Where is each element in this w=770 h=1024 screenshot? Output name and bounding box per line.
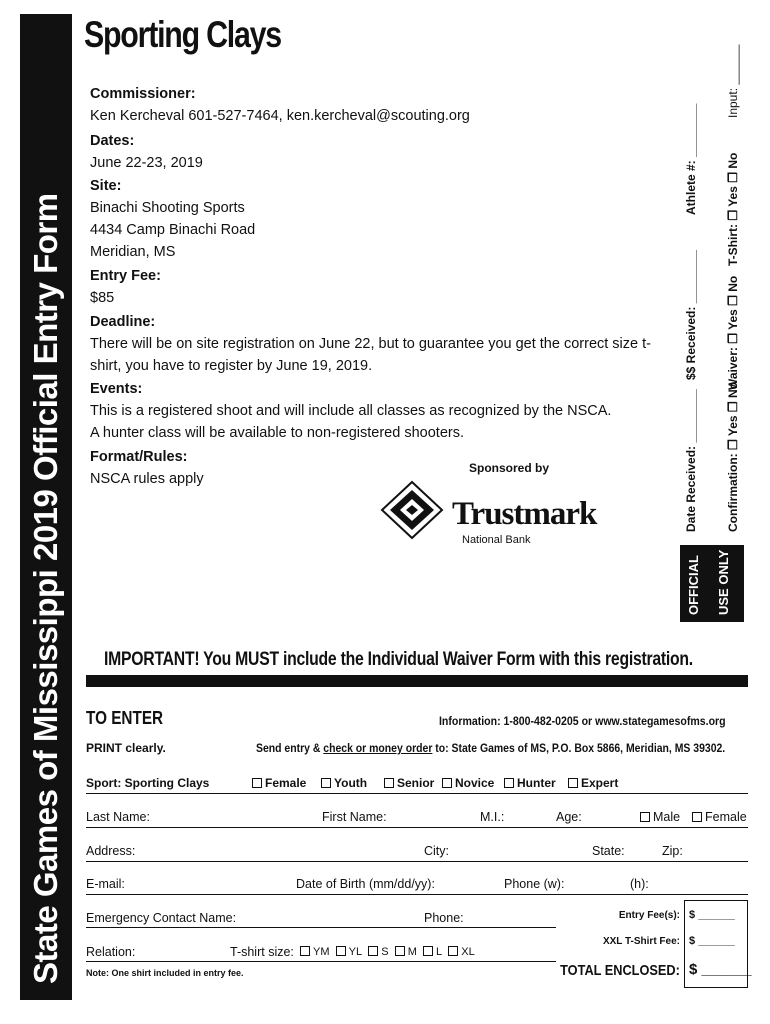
site-label: Site:	[90, 178, 122, 194]
checkbox-icon[interactable]	[368, 946, 378, 956]
dollar-sign: $	[689, 909, 696, 921]
size-s-label: S	[381, 946, 389, 958]
size-yl-label: YL	[348, 946, 363, 958]
to-enter-heading: TO ENTER	[86, 708, 164, 728]
official-line1: OFFICIAL	[686, 555, 701, 615]
print-clearly: PRINT clearly.	[86, 741, 166, 755]
size-yl[interactable]	[336, 946, 362, 958]
mi-label: M.I.:	[480, 810, 505, 824]
divider	[86, 793, 748, 794]
size-ym-label: YM	[313, 946, 330, 958]
sponsor-name: Trustmark	[452, 496, 597, 532]
state-label: State:	[592, 844, 625, 858]
relation-input[interactable]	[86, 961, 556, 962]
size-ym[interactable]	[300, 946, 330, 958]
checkbox-icon[interactable]	[568, 778, 578, 788]
division-senior-label: Senior	[397, 776, 435, 790]
dates-value: June 22-23, 2019	[90, 155, 203, 171]
size-s[interactable]	[368, 946, 388, 958]
fee-box	[512, 900, 752, 988]
xxl-fee-blank: ______	[698, 935, 735, 947]
money-received-field: $$ Received: ________	[684, 249, 698, 380]
division-hunter[interactable]	[504, 776, 556, 790]
send-entry-line	[256, 741, 725, 755]
total-blank: ______	[701, 961, 752, 978]
checkbox-icon[interactable]	[442, 778, 452, 788]
trustmark-logo-icon	[380, 480, 444, 540]
division-novice-label: Novice	[455, 776, 495, 790]
division-female-label: Female	[265, 776, 307, 790]
fee-amount-column	[684, 900, 752, 988]
fee-label: Entry Fee:	[90, 268, 161, 284]
total-enclosed-label: TOTAL ENCLOSED:	[560, 962, 680, 979]
format-label: Format/Rules:	[90, 449, 188, 465]
events-label: Events:	[90, 381, 143, 397]
input-field: Input: ______	[726, 44, 740, 118]
entry-fee-blank: ______	[698, 909, 735, 921]
city-label: City:	[424, 844, 449, 858]
age-label: Age:	[556, 810, 582, 824]
checkbox-icon[interactable]	[692, 812, 702, 822]
waiver-field: Waiver: ❐ Yes ❐ No	[726, 275, 740, 390]
division-expert-label: Expert	[581, 776, 619, 790]
size-xl[interactable]	[448, 946, 474, 958]
size-m[interactable]	[395, 946, 417, 958]
date-received-field: Date Received: ________	[684, 389, 698, 532]
email-label: E-mail:	[86, 877, 125, 891]
last-name-input[interactable]	[86, 827, 748, 828]
deadline-line1: There will be on site registration on June 22, but to guarantee you get the correct size t-	[90, 336, 651, 352]
total-amount[interactable]	[689, 961, 752, 978]
checkbox-icon[interactable]	[640, 812, 650, 822]
checkbox-icon[interactable]	[384, 778, 394, 788]
first-name-label: First Name:	[322, 810, 387, 824]
division-expert[interactable]	[568, 776, 618, 790]
email-input[interactable]	[86, 894, 748, 895]
deadline-label: Deadline:	[90, 314, 156, 330]
gender-male[interactable]	[640, 810, 680, 824]
zip-label: Zip:	[662, 844, 683, 858]
division-youth[interactable]	[321, 776, 367, 790]
dollar-sign: $	[689, 961, 698, 978]
send-underlined: check or money order	[323, 741, 433, 755]
shirt-note: Note: One shirt included in entry fee.	[86, 968, 244, 978]
xxl-fee-label: XXL T-Shirt Fee:	[602, 936, 680, 947]
last-name-label: Last Name:	[86, 810, 150, 824]
phone-work-label: Phone (w):	[504, 877, 565, 891]
checkbox-icon[interactable]	[321, 778, 331, 788]
tshirt-size-options	[300, 946, 475, 958]
entry-fee-label: Entry Fee(s):	[618, 910, 680, 921]
female-label: Female	[705, 810, 747, 824]
male-label: Male	[653, 810, 681, 824]
gender-female[interactable]	[692, 810, 747, 824]
entry-fee-amount[interactable]	[689, 909, 735, 921]
sponsor-sub: National Bank	[462, 534, 531, 546]
official-line2: USE ONLY	[716, 549, 731, 615]
divider-bar	[86, 675, 748, 687]
form-title: Sporting Clays	[84, 14, 281, 55]
confirmation-field: Confirmation: ❐ Yes ❐ No	[726, 382, 740, 532]
address-input[interactable]	[86, 861, 748, 862]
site-line1: Binachi Shooting Sports	[90, 200, 245, 216]
xxl-fee-amount[interactable]	[689, 935, 735, 947]
size-xl-label: XL	[461, 946, 475, 958]
important-notice: IMPORTANT! You MUST include the Individual Waiver Form with this registration.	[104, 649, 693, 670]
division-female[interactable]	[252, 776, 306, 790]
commissioner-label: Commissioner:	[90, 86, 196, 102]
division-hunter-label: Hunter	[517, 776, 556, 790]
checkbox-icon[interactable]	[300, 946, 310, 956]
division-youth-label: Youth	[334, 776, 368, 790]
dollar-sign: $	[689, 935, 696, 947]
official-use-box	[680, 545, 744, 622]
events-line1: This is a registered shoot and will include all classes as recognized by the NSCA.	[90, 403, 612, 419]
sponsor-label: Sponsored by	[469, 461, 550, 475]
send-suffix: to: State Games of MS, P.O. Box 5866, Meridian, MS 39302.	[432, 741, 726, 755]
tshirt-size-label: T-shirt size:	[230, 945, 294, 959]
events-line2: A hunter class will be available to non-registered shooters.	[90, 425, 464, 441]
format-value: NSCA rules apply	[90, 471, 204, 487]
deadline-line2: shirt, you have to register by June 19, 2019.	[90, 358, 373, 374]
checkbox-icon[interactable]	[252, 778, 262, 788]
division-novice[interactable]	[442, 776, 494, 790]
tshirt-official-field: T-Shirt: ❐ Yes ❐ No	[726, 152, 740, 266]
site-line2: 4434 Camp Binachi Road	[90, 222, 256, 238]
address-label: Address:	[86, 844, 136, 858]
size-l-label: L	[435, 946, 443, 958]
side-title: State Games of Mississippi 2019 Official Entry Form	[27, 193, 64, 984]
commissioner-value: Ken Kercheval 601-527-7464, ken.kercheval@scouting.org	[90, 108, 470, 124]
dob-label: Date of Birth (mm/dd/yy):	[296, 877, 435, 891]
fee-value: $85	[90, 290, 115, 306]
dates-label: Dates:	[90, 133, 135, 149]
size-l[interactable]	[423, 946, 442, 958]
relation-label: Relation:	[86, 945, 136, 959]
emergency-contact-input[interactable]	[86, 927, 556, 928]
phone-home-label: (h):	[630, 877, 649, 891]
division-senior[interactable]	[384, 776, 434, 790]
site-line3: Meridian, MS	[90, 244, 176, 260]
checkbox-icon[interactable]	[395, 946, 405, 956]
side-title-bar	[20, 14, 72, 1000]
information-line: Information: 1-800-482-0205 or www.stategamesofms.org	[439, 714, 726, 728]
checkbox-icon[interactable]	[448, 946, 458, 956]
checkbox-icon[interactable]	[504, 778, 514, 788]
send-prefix: Send entry &	[256, 741, 324, 755]
emergency-contact-label: Emergency Contact Name:	[86, 911, 237, 925]
phone-label: Phone:	[424, 911, 464, 925]
size-m-label: M	[407, 946, 417, 958]
sport-label: Sport: Sporting Clays	[86, 776, 210, 790]
athlete-number-field: Athlete #: ________	[684, 103, 698, 215]
checkbox-icon[interactable]	[423, 946, 433, 956]
checkbox-icon[interactable]	[336, 946, 346, 956]
